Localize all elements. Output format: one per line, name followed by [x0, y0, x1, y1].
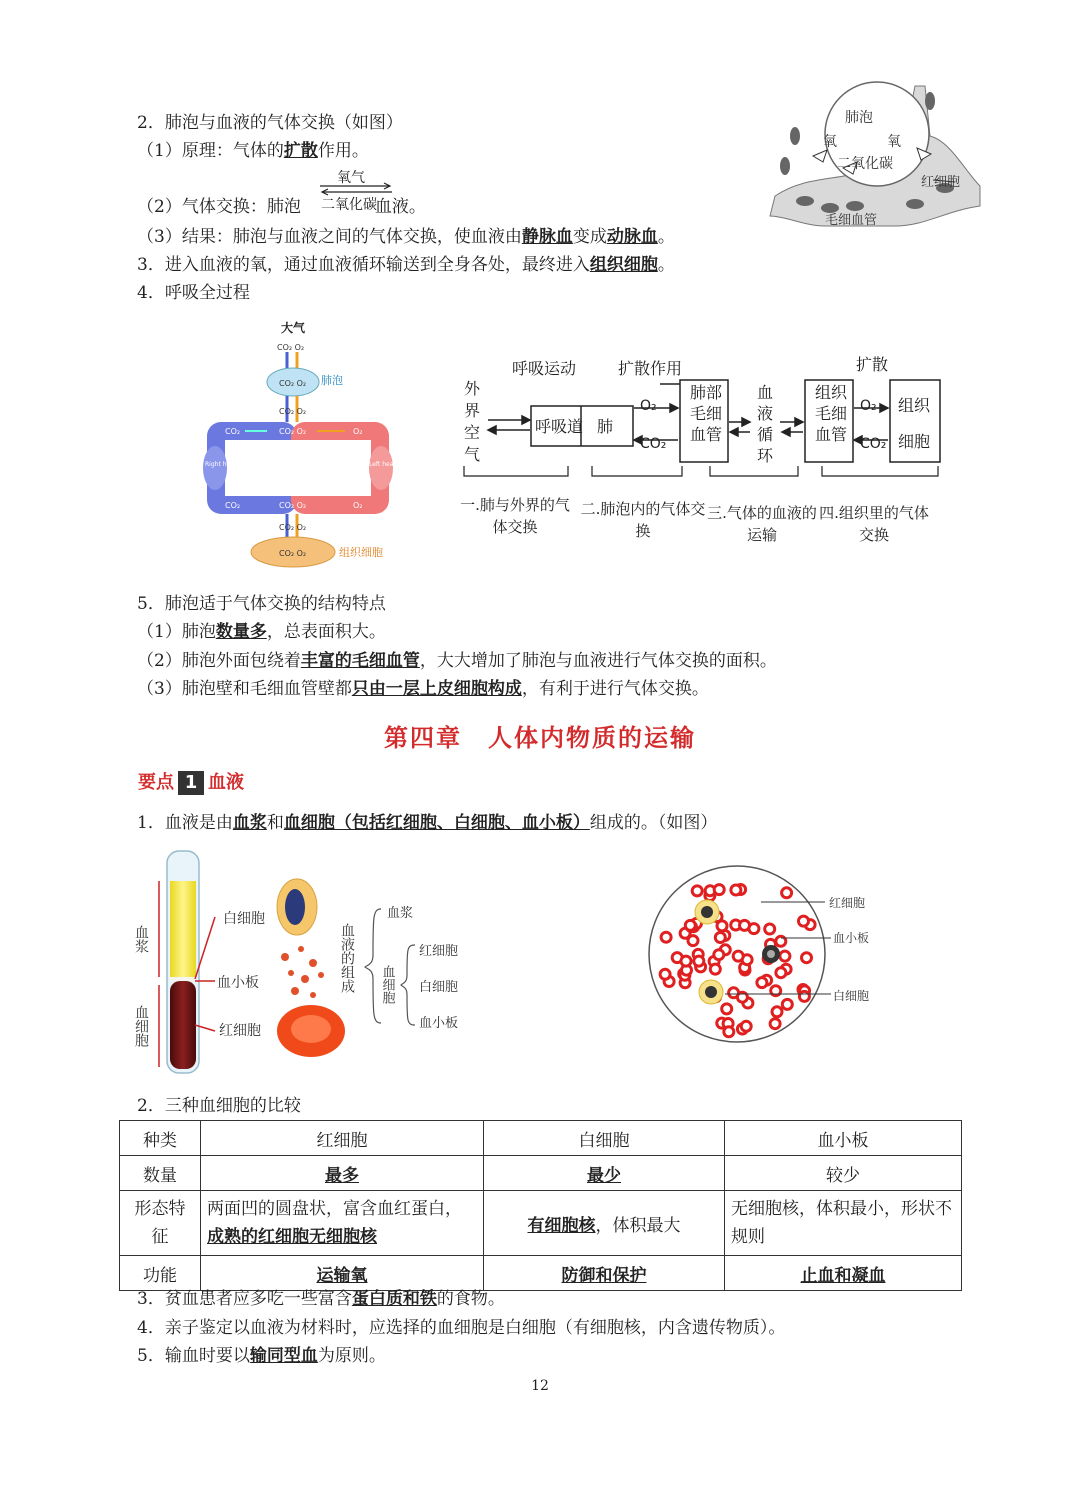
section3-key: 组织细胞 — [589, 255, 658, 275]
lung-label: 肺泡 — [321, 374, 343, 387]
result-suffix: 。 — [657, 227, 675, 247]
intro-key1: 血浆 — [232, 813, 267, 833]
item3-key: 只由一层上皮细胞构成 — [351, 679, 522, 699]
item3-prefix: （3）肺泡壁和毛细血管壁都 — [137, 679, 352, 699]
section5-item1 — [137, 621, 386, 643]
intro-suffix: 组成的。（如图） — [589, 813, 718, 833]
table-cell: 无细胞核，体积最小，形状不规则 — [725, 1191, 962, 1256]
rbc-shape-text: 两面凹的圆盘状，富含血红蛋白， — [207, 1199, 462, 1219]
intro-key2: 血细胞（包括红细胞、白细胞、血小板） — [283, 813, 590, 833]
note-4: 4．亲子鉴定以血液为材料时，应选择的血细胞是白细胞（有细胞核，内含遗传物质）。 — [137, 1318, 786, 1338]
smear-rbc — [799, 991, 809, 1001]
smear-platelet-label: 血小板 — [833, 931, 870, 945]
comp-wbc-label: 白细胞 — [419, 980, 459, 995]
composition-label: 血液的组成 — [339, 923, 355, 993]
co2-bottom-left: CO₂ — [225, 501, 241, 510]
smear-rbc — [772, 1007, 782, 1017]
smear-rbc — [780, 951, 790, 961]
flow-o2-left: O₂ — [640, 398, 657, 414]
n3-prefix: 3．贫血患者应多吃一些富含 — [137, 1289, 352, 1309]
diffusion-label: 扩散作用 — [618, 359, 683, 378]
rbc-shape-key: 成熟的红细胞无细胞核 — [207, 1227, 377, 1247]
section5-item2 — [137, 650, 777, 672]
airway-label: 呼吸道 — [535, 417, 584, 436]
comp-platelet-label: 血小板 — [419, 1016, 459, 1031]
smear-rbc — [765, 924, 775, 934]
tube-platelet-label: 血小板 — [217, 975, 259, 991]
smear-rbc — [710, 964, 720, 974]
blood-circulation-label: 血液循环 — [757, 383, 774, 465]
lung-box-label: 肺 — [597, 417, 614, 436]
wbc-shape-suffix: ，体积最大 — [595, 1215, 681, 1236]
exchange-line — [137, 196, 426, 218]
section2-title: 2．肺泡与血液的气体交换（如图） — [137, 113, 403, 133]
smear-rbc — [692, 886, 702, 896]
diffusion2-label: 扩散 — [856, 355, 889, 374]
plasma-layer — [170, 881, 196, 977]
table-cell — [484, 1191, 725, 1256]
blood-intro — [137, 812, 717, 834]
result-prefix: （3）结果：肺泡与血液之间的气体交换，使血液由 — [137, 227, 522, 247]
smear-rbc-label: 红细胞 — [829, 896, 866, 910]
co2o2-top: CO₂ O₂ — [277, 343, 305, 352]
table-row — [120, 1156, 962, 1191]
comp-plasma-label: 血浆 — [387, 906, 414, 921]
section5-title: 5．肺泡适于气体交换的结构特点 — [137, 594, 386, 614]
exchange-top-label: 氧气 — [337, 170, 365, 186]
smear-rbc — [722, 1004, 732, 1014]
section4-title: 4．呼吸全过程 — [137, 283, 250, 303]
smear-rbc — [688, 936, 698, 946]
principle-key: 扩散 — [283, 141, 318, 161]
smear-rbc — [731, 885, 741, 895]
co2-label: 二氧化碳 — [837, 156, 893, 172]
smear-rbc — [694, 956, 704, 966]
tube-rbc-label: 红细胞 — [219, 1023, 261, 1039]
co2o2-tissue: CO₂ O₂ — [279, 549, 307, 558]
lung-capillary-label: 肺部毛细血管 — [689, 383, 722, 444]
exchange-suffix: 血液。 — [374, 197, 426, 217]
o2-bottom-right: O₂ — [353, 501, 363, 510]
smear-wbc-label: 白细胞 — [833, 989, 870, 1003]
oxygen-right-label: 氧 — [887, 134, 901, 150]
smear-rbc — [770, 1019, 780, 1029]
oxygen-left-label: 氧 — [823, 134, 837, 150]
table-cell: 止血和凝血 — [725, 1256, 962, 1291]
exchange-prefix: （2）气体交换：肺泡 — [137, 197, 301, 217]
smear-rbc — [733, 951, 743, 961]
table-row — [120, 1191, 962, 1256]
smear-rbc — [724, 1027, 734, 1037]
section3-suffix: 。 — [657, 255, 675, 275]
chapter-title: 第四章 人体内物质的运输 — [384, 723, 696, 752]
principle-line — [137, 140, 369, 162]
table-cell: 防御和保护 — [484, 1256, 725, 1291]
smear-rbc — [714, 950, 724, 960]
intro-and: 和 — [266, 813, 284, 833]
smear-rbc — [776, 968, 786, 978]
capillary-label: 毛细血管 — [825, 213, 878, 228]
result-key1: 静脉血 — [521, 227, 573, 247]
item1-key: 数量多 — [215, 622, 267, 642]
stage3-label: 三.气体的血液的运输 — [707, 504, 817, 544]
item1-prefix: （1）肺泡 — [137, 622, 216, 642]
smear-rbc — [782, 999, 792, 1009]
o2-top-right: O₂ — [353, 427, 363, 436]
table-cell: 运输氧 — [201, 1256, 484, 1291]
smear-rbc — [715, 933, 725, 943]
flow-co2-left: CO₂ — [640, 436, 667, 452]
tube-wbc-label: 白细胞 — [223, 911, 265, 927]
principle-suffix: 作用。 — [317, 141, 369, 161]
table-row — [120, 1121, 962, 1156]
outside-air-label: 外界空气 — [464, 379, 481, 464]
blood-smear-figure — [645, 860, 895, 1055]
co2o2-low: CO₂ O₂ — [279, 523, 307, 532]
co2o2-heart-top: CO₂ O₂ — [279, 427, 307, 436]
result-mid: 变成 — [572, 227, 607, 247]
flow-o2-right: O₂ — [860, 398, 877, 414]
section3-line — [137, 254, 675, 276]
comp-rbc-label: 红细胞 — [419, 944, 459, 959]
item2-suffix: ，大大增加了肺泡与血液进行气体交换的面积。 — [419, 651, 777, 671]
keypoint-label: 要点 — [138, 772, 174, 793]
cell-layer — [170, 981, 196, 1069]
right-heart-label: Right heart — [205, 461, 239, 468]
atmosphere-label: 大气 — [281, 321, 306, 335]
header-cell: 种类 — [120, 1121, 201, 1156]
section3-prefix: 3．进入血液的氧，通过血液循环输送到全身各处，最终进入 — [137, 255, 590, 275]
co2o2-mid: CO₂ O₂ — [279, 407, 307, 416]
header-cell: 血小板 — [725, 1121, 962, 1156]
comp-cells-label: 血细胞 — [379, 965, 395, 1004]
keypoint-heading — [138, 768, 244, 795]
row-label: 功能 — [120, 1256, 201, 1291]
table-cell: 最多 — [201, 1156, 484, 1191]
intro-prefix: 1．血液是由 — [137, 813, 233, 833]
co2-top-left: CO₂ — [225, 427, 241, 436]
stage2-label: 二.肺泡内的气体交换 — [580, 500, 706, 540]
row-label: 形态特征 — [120, 1191, 201, 1256]
table-cell — [201, 1191, 484, 1256]
rbc-label: 红细胞 — [921, 175, 961, 190]
alveolus-label: 肺泡 — [845, 110, 873, 126]
principle-prefix: （1）原理：气体的 — [137, 141, 284, 161]
co2o2-lung: CO₂ O₂ — [279, 379, 307, 388]
keypoint-number: 1 — [178, 771, 204, 795]
section5-item3 — [137, 678, 709, 700]
table-cell: 较少 — [725, 1156, 962, 1191]
n5-suffix: 为原则。 — [317, 1346, 386, 1366]
result-key2: 动脉血 — [606, 227, 658, 247]
stage4-label: 四.组织里的气体交换 — [819, 504, 929, 544]
item2-key: 丰富的毛细血管 — [300, 651, 420, 671]
smear-rbc — [802, 953, 812, 963]
buffy-layer — [170, 977, 196, 981]
smear-rbc — [660, 969, 670, 979]
row-label: 数量 — [120, 1156, 201, 1191]
note-3 — [137, 1288, 505, 1310]
tube-plasma-label: 血浆 — [133, 925, 149, 953]
wbc-shape-key: 有细胞核 — [527, 1215, 596, 1236]
item1-suffix: ，总表面积大。 — [266, 622, 386, 642]
alveolus-figure — [765, 76, 985, 236]
n3-suffix: 的食物。 — [436, 1289, 505, 1309]
tissue-label: 组织细胞 — [339, 546, 383, 559]
smear-rbc — [661, 932, 671, 942]
stage1-label: 一.肺与外界的气体交换 — [460, 496, 570, 536]
breathing-motion-label: 呼吸运动 — [512, 359, 577, 378]
co2o2-heart-bottom: CO₂ O₂ — [279, 501, 307, 510]
page-number: 12 — [531, 1378, 549, 1394]
platelet-illustration — [281, 946, 324, 998]
table-cell: 最少 — [484, 1156, 725, 1191]
header-cell: 红细胞 — [201, 1121, 484, 1156]
tissue-cell-label: 组织细胞 — [897, 396, 930, 451]
keypoint-title: 血液 — [208, 772, 244, 793]
left-heart-label: Left heart — [369, 461, 399, 468]
smear-rbc — [782, 888, 792, 898]
smear-rbc — [740, 920, 750, 930]
tube-cells-label: 血细胞 — [133, 1005, 149, 1047]
note-5 — [137, 1345, 386, 1367]
compare-title: 2．三种血细胞的比较 — [137, 1096, 301, 1116]
circulation-figure — [195, 318, 415, 570]
n5-key: 输同型血 — [249, 1346, 318, 1366]
table-row — [120, 1256, 962, 1291]
n5-prefix: 5．输血时要以 — [137, 1346, 250, 1366]
smear-rbc — [714, 885, 724, 895]
item3-suffix: ，有利于进行气体交换。 — [521, 679, 709, 699]
n3-key: 蛋白质和铁 — [351, 1289, 437, 1309]
smear-rbc — [741, 1021, 751, 1031]
smear-rbc — [799, 916, 809, 926]
flow-co2-right: CO₂ — [860, 436, 887, 452]
exchange-bottom-label: 二氧化碳 — [321, 197, 377, 213]
header-cell: 白细胞 — [484, 1121, 725, 1156]
smear-rbc — [757, 978, 767, 988]
item2-prefix: （2）肺泡外面包绕着 — [137, 651, 301, 671]
blood-cell-table — [119, 1120, 962, 1291]
result-line — [137, 226, 675, 248]
smear-rbc — [681, 956, 691, 966]
tissue-capillary-label: 组织毛细血管 — [814, 383, 847, 444]
smear-rbc — [685, 920, 695, 930]
test-tube-figure — [135, 845, 475, 1080]
